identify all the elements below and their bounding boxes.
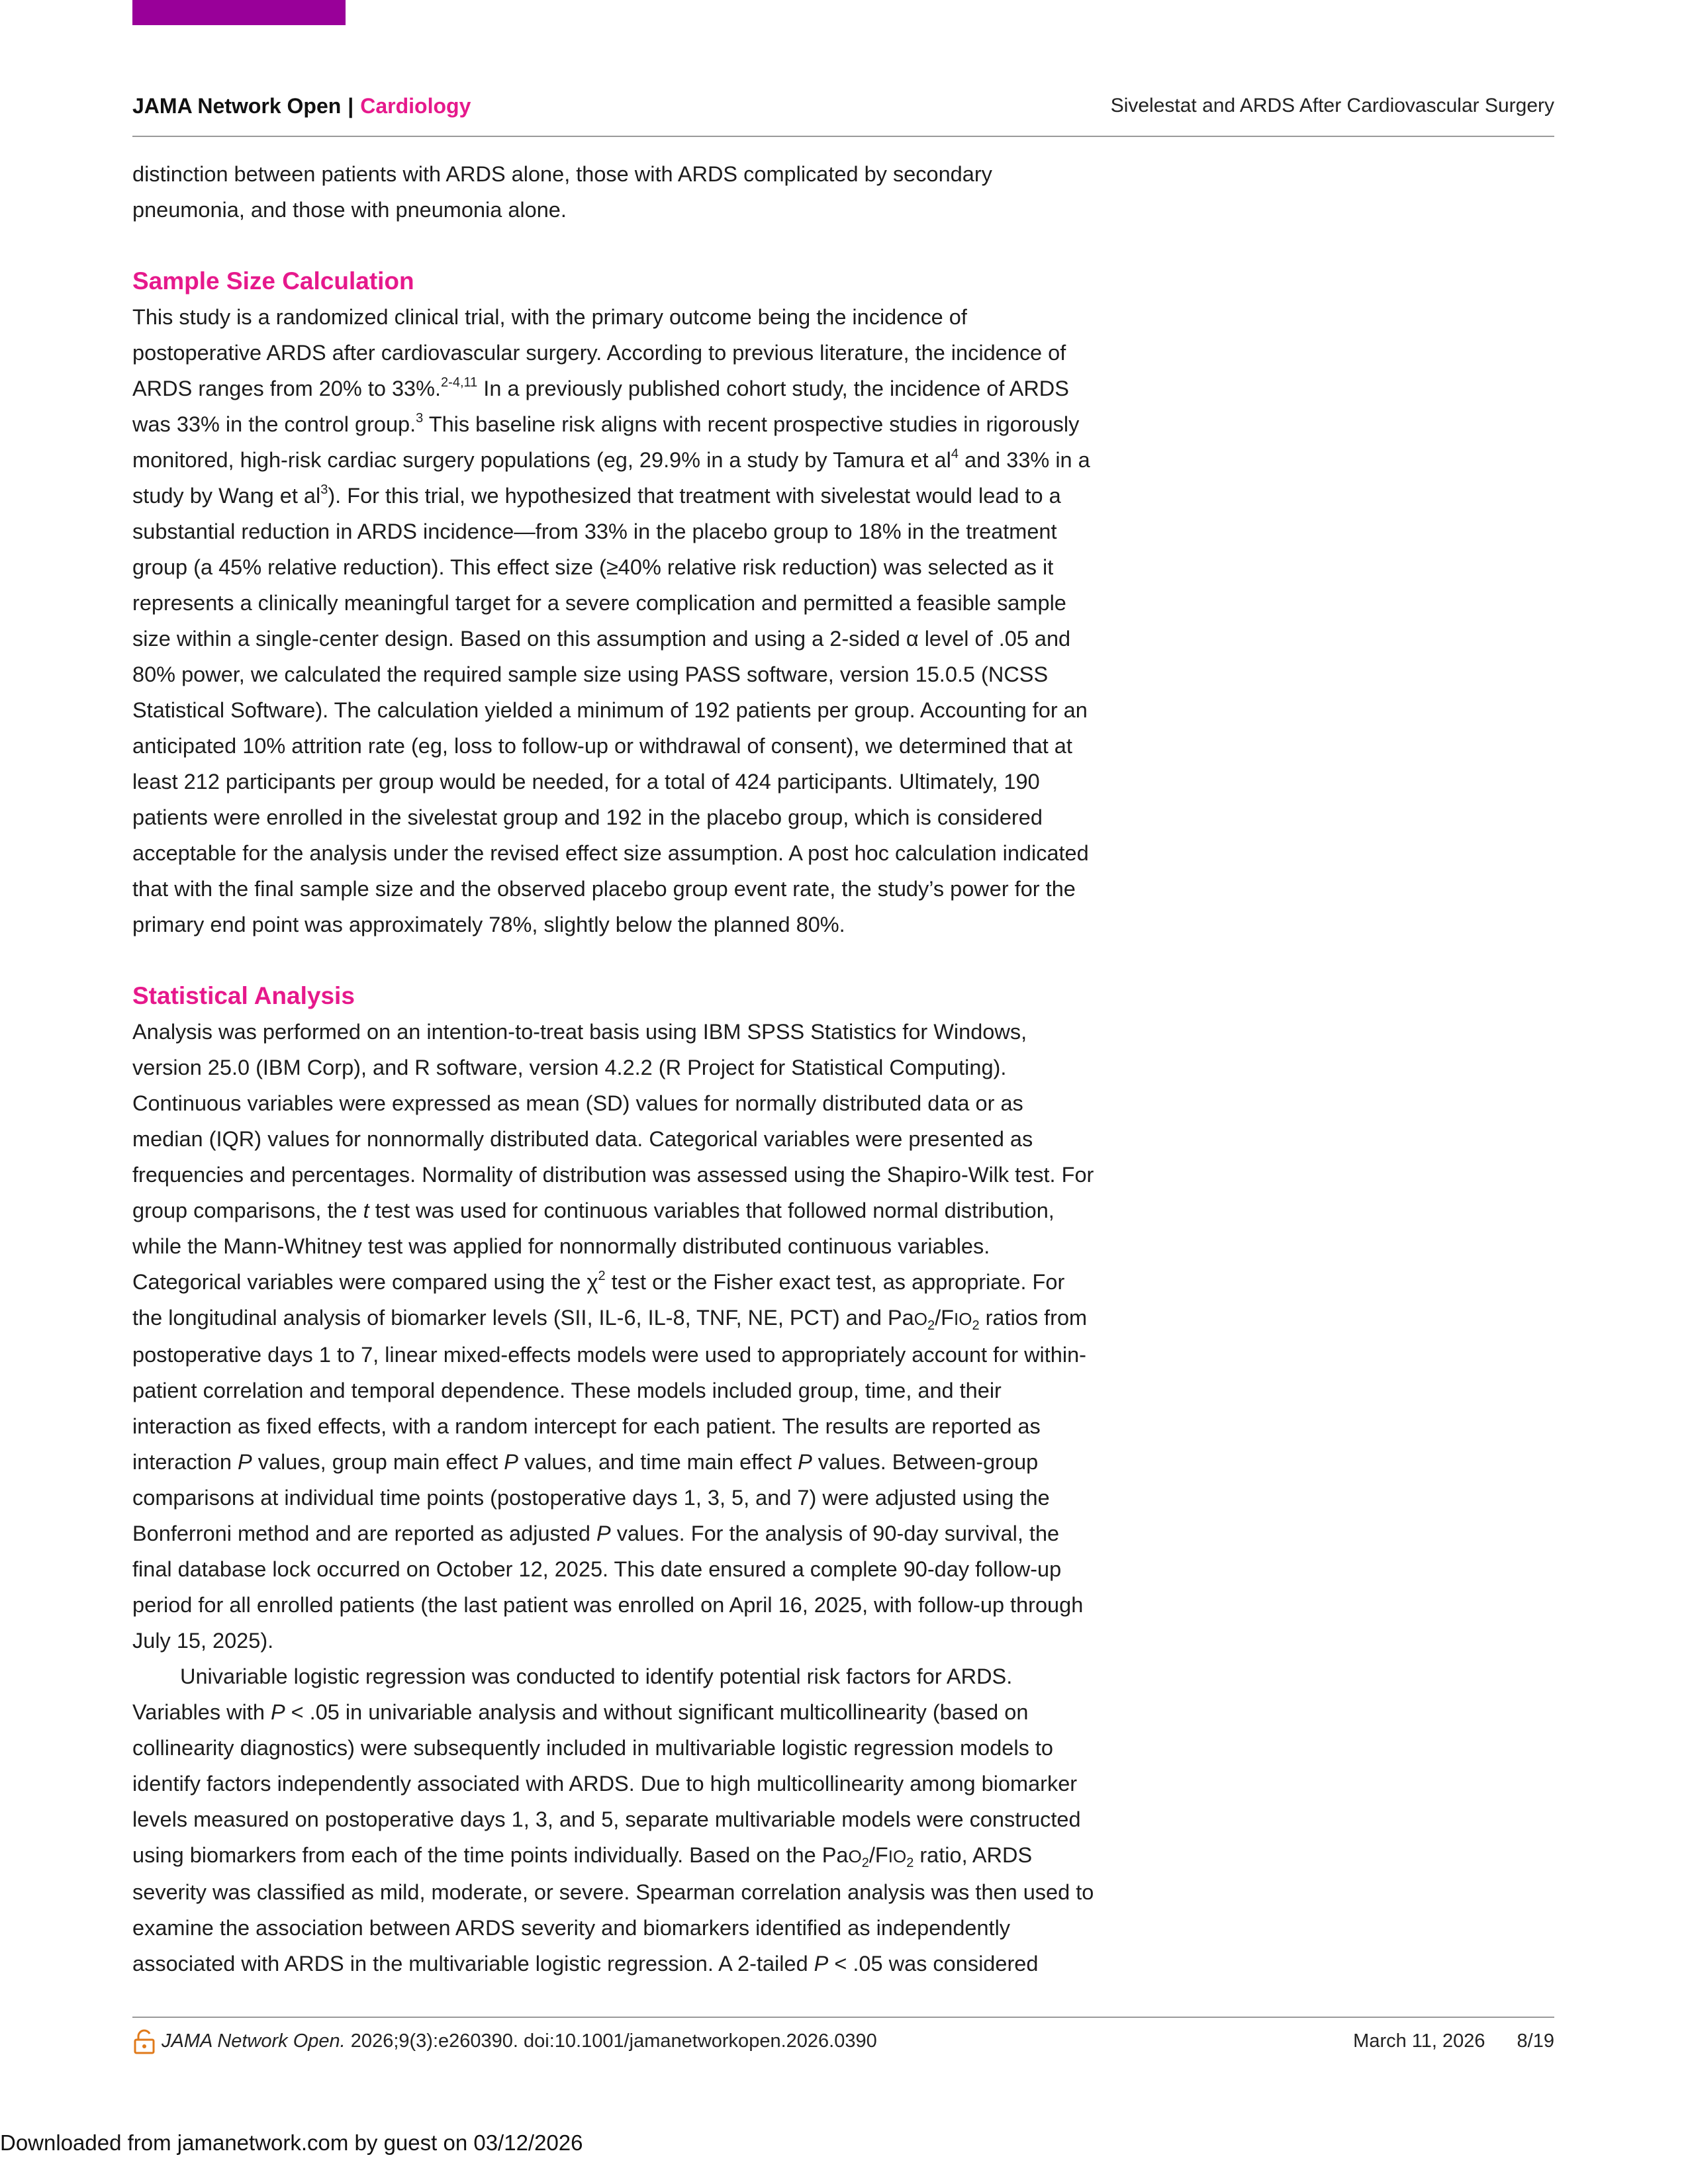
paragraph-text: In a previously published cohort study, the incidence of ARDS was 33% in the control group. xyxy=(132,377,1069,436)
subscript: 2 xyxy=(972,1318,980,1333)
intro-line: pneumonia, and those with pneumonia alone. xyxy=(132,198,567,222)
statistical-analysis-paragraph xyxy=(132,1014,1099,1659)
paragraph-text: < .05 in univariable analysis and without significant multicollinearity (based on collinearity diagnostics) were subsequently included in multivariable logistic regression models to identify factors independently associated with ARDS. Due to high multicollinearity among biomarker levels measured on postoperative days 1, 3, and 5, separate multivariable models were constructed using biomarkers from each of the time points individually. Based on the Pa xyxy=(132,1700,1081,1867)
paragraph-text: values, and time main effect xyxy=(518,1450,798,1474)
paragraph-text: values. For the analysis of 90-day survival, the final database lock occurred on October 12, 2025. This date ensured a complete 90-day follow-up period for all enrolled patients (the last patient was enrolled on April 16, 2025, with follow-up through July 15, 2025). xyxy=(132,1522,1084,1653)
reference-link[interactable]: 3 xyxy=(320,482,328,497)
small-cap-io: IO xyxy=(888,1846,907,1866)
paragraph-text: < .05 was considered xyxy=(828,1952,1039,1976)
footer-journal: JAMA Network Open. xyxy=(162,2030,346,2052)
small-cap-o: O xyxy=(848,1846,862,1866)
footer-meta xyxy=(1353,2026,1554,2056)
page-header xyxy=(132,91,1554,120)
header-rule xyxy=(132,136,1554,137)
italic-p: P xyxy=(270,1700,285,1724)
subscript: 2 xyxy=(861,1856,869,1870)
brand-color-bar xyxy=(132,0,346,25)
reference-link[interactable]: 4 xyxy=(951,447,959,461)
reference-link[interactable]: 3 xyxy=(416,411,424,426)
paragraph-text: test was used for continuous variables that followed normal distribution, while the Mann-Whitney test was applied for nonnormally distributed continuous variables. Categorical variables were compared using the χ xyxy=(132,1199,1055,1294)
fio2-f: F xyxy=(874,1843,888,1867)
footer-citation[interactable]: 2026;9(3):e260390. doi:10.1001/jamanetworkopen.2026.0390 xyxy=(345,2030,877,2052)
paragraph-text: This baseline risk aligns with recent prospective studies in rigorously monitored, high-risk cardiac surgery populations (eg, 29.9% in a study by Tamura et al xyxy=(132,412,1080,472)
intro-line: distinction between patients with ARDS alone, those with ARDS complicated by secondary xyxy=(132,162,992,186)
italic-p: P xyxy=(596,1522,611,1545)
download-note: Downloaded from jamanetwork.com by guest on 03/12/2026 xyxy=(0,2130,583,2155)
running-title: Sivelestat and ARDS After Cardiovascular Surgery xyxy=(1110,95,1554,116)
reference-link[interactable]: 2-4,11 xyxy=(441,375,478,390)
statistical-analysis-heading: Statistical Analysis xyxy=(132,982,355,1009)
article-body xyxy=(132,156,1099,1981)
footer-rule xyxy=(132,2017,1554,2018)
intro-paragraph xyxy=(132,156,1099,228)
paragraph-text: values, group main effect xyxy=(252,1450,504,1474)
italic-p: P xyxy=(237,1450,252,1474)
small-cap-io: IO xyxy=(954,1309,972,1329)
paragraph-text: ratios from postoperative days 1 to 7, linear mixed-effects models were used to appropriately account for within-patient correlation and temporal dependence. These models included group, time, and their interaction as fixed effects, with a random intercept for each patient. The results are reported as interaction xyxy=(132,1306,1088,1474)
paragraph-text: values. Between-group comparisons at individual time points (postoperative days 1, 3, 5, and 7) were adjusted using the Bonferroni method and are reported as adjusted xyxy=(132,1450,1050,1545)
paragraph-text: ). For this trial, we hypothesized that treatment with sivelestat would lead to a substantial reduction in ARDS incidence—from 33% in the placebo group to 18% in the treatment group (a 45% relative reduction). This effect size (≥40% relative risk reduction) was selected as it represents a clinically meaningful target for a severe complication and permitted a feasible sample size within a single-center design. Based on this assumption and using a 2-sided α level of .05 and 80% power, we calculated the required sample size using PASS software, version 15.0.5 (NCSS Statistical Software). The calculation yielded a minimum of 192 patients per group. Accounting for an anticipated 10% attrition rate (eg, loss to follow-up or withdrawal of consent), we determined that at least 212 participants per group would be needed, for a total of 424 participants. Ultimately, 190 patients were enrolled in the sivelestat group and 192 in the placebo group, which is considered acceptable for the analysis under the revised effect size assumption. A post hoc calculation indicated that with the final sample size and the observed placebo group event rate, the study’s power for the primary end point was approximately 78%, slightly below the planned 80%. xyxy=(132,484,1089,936)
paragraph-text: Univariable logistic regression was conducted to identify potential risk factors for ARDS. Variables with xyxy=(132,1664,1013,1724)
italic-p: P xyxy=(504,1450,518,1474)
sample-size-paragraph xyxy=(132,299,1099,942)
italic-t: t xyxy=(363,1199,369,1222)
small-cap-o: O xyxy=(914,1309,927,1329)
paragraph-text: This study is a randomized clinical trial, with the primary outcome being the incidence of postoperative ARDS after cardiovascular surgery. According to previous literature, the incidence of ARDS ranges from 20% to 33%. xyxy=(132,305,1066,400)
italic-p: P xyxy=(798,1450,812,1474)
paragraph-text: ratio, ARDS severity was classified as mild, moderate, or severe. Spearman correlation analysis was then used to examine the association between ARDS severity and biomarkers identified as independently associated with ARDS in the multivariable logistic regression. A 2-tailed xyxy=(132,1843,1094,1976)
subscript: 2 xyxy=(906,1856,914,1870)
sample-size-heading: Sample Size Calculation xyxy=(132,267,414,295)
page-footer xyxy=(132,2026,1554,2056)
superscript: 2 xyxy=(598,1269,606,1283)
header-separator: | xyxy=(348,94,354,118)
paragraph-text: and 33% in a study by Wang et al xyxy=(132,448,1090,508)
publication-date: March 11, 2026 xyxy=(1353,2030,1485,2052)
page-number: 8/19 xyxy=(1517,2030,1554,2052)
slash: / xyxy=(868,1843,875,1867)
journal-name[interactable]: JAMA Network Open xyxy=(132,94,342,118)
slash: / xyxy=(935,1306,941,1330)
paragraph-text: Analysis was performed on an intention-to-treat basis using IBM SPSS Statistics for Windows, version 25.0 (IBM Corp), and R software, version 4.2.2 (R Project for Statistical Computing). Continuous variables were expressed as mean (SD) values for normally distributed data or as median (IQR) values for nonnormally distributed data. Categorical variables were presented as frequencies and percentages. Normality of distribution was assessed using the Shapiro-Wilk test. For group comparisons, the xyxy=(132,1020,1094,1222)
subscript: 2 xyxy=(927,1318,935,1333)
open-access-lock-icon[interactable] xyxy=(132,2028,156,2055)
statistical-analysis-paragraph xyxy=(132,1659,1099,1981)
italic-p: P xyxy=(814,1952,829,1976)
section-label[interactable]: Cardiology xyxy=(360,94,471,118)
fio2-f: F xyxy=(941,1306,954,1330)
paragraph-text: test or the Fisher exact test, as appropriate. For the longitudinal analysis of biomarker levels (SII, IL-6, IL-8, TNF, NE, PCT) and Pa xyxy=(132,1270,1065,1330)
